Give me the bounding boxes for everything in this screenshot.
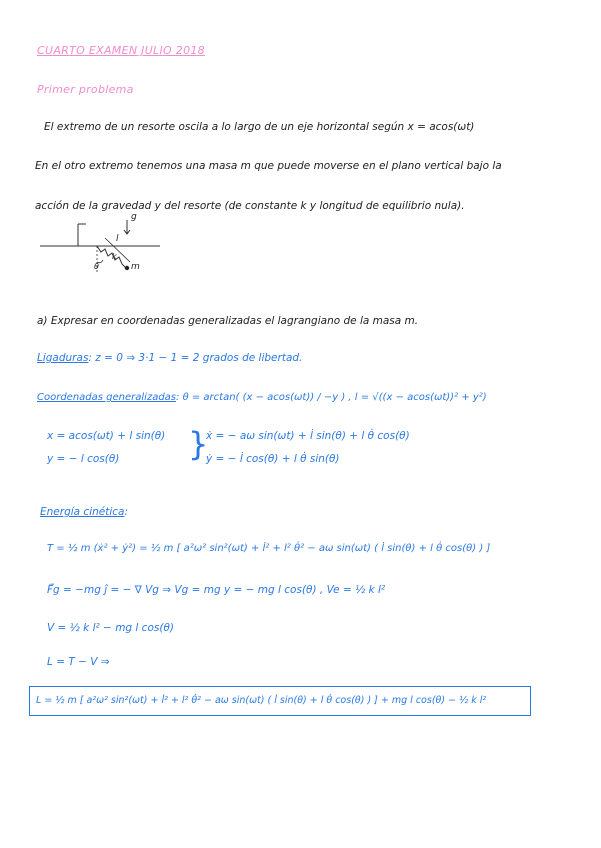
kinetic-energy-row [40,506,128,518]
x-equation: x = acos(ωt) + l sin(θ) [47,430,166,442]
y-equation: y = − l cos(θ) [47,453,120,465]
constraints-row [37,352,302,364]
diagram-label-theta: θ [94,262,99,271]
gravity-force-equation: F⃗g = −mg ĵ = − ∇ Vg ⇒ Vg = mg y = − mg l cos(θ) , Ve = ½ k l² [47,584,386,596]
generalized-coords-label: Coordenadas generalizadas [37,392,177,403]
diagram-label-l: l [116,234,119,244]
kinetic-energy-label: Energía cinética [40,506,125,518]
diagram-label-k: k [112,252,117,261]
xdot-equation: ẋ = − aω sin(ωt) + l̇ sin(θ) + l θ̇ cos(θ) [206,430,410,442]
question-a: a) Expresar en coordenadas generalizadas el lagrangiano de la masa m. [37,315,419,327]
section-title: Primer problema [37,83,134,96]
potential-energy-equation: V = ½ k l² − mg l cos(θ) [47,622,174,634]
kinetic-energy-colon: : [124,506,129,518]
constraints-text: : z = 0 ⇒ 3·1 − 1 = 2 grados de libertad. [88,352,303,364]
generalized-coords-row [37,392,487,403]
generalized-coords-text: : θ = arctan( (x − acos(ωt)) / −y ) , l = √((x − acos(ωt))² + y²) [176,392,487,403]
exam-title: CUARTO EXAMEN JULIO 2018 [37,44,205,57]
constraints-label: Ligaduras [37,352,89,364]
mass-point [125,266,129,270]
lagrangian-definition: L = T − V ⇒ [47,656,110,668]
lagrangian-result-box [29,686,531,716]
diagram-label-m: m [131,262,140,272]
diagram-label-g: g [131,212,137,222]
statement-line-1: El extremo de un resorte oscila a lo largo de un eje horizontal según x = acos(ωt) [44,121,475,133]
kinetic-energy-equation: T = ½ m (ẋ² + ẏ²) = ½ m [ a²ω² sin²(ωt) + l̇² + l² θ̇² − aω sin(ωt) ( l̇ sin(θ) + l θ̇ cos(θ) ) ] [47,543,491,554]
statement-line-2: En el otro extremo tenemos una masa m que puede moverse en el plano vertical bajo la [35,160,502,172]
ydot-equation: ẏ = − l̇ cos(θ) + l θ̇ sin(θ) [206,453,340,465]
lagrangian-result: L = ½ m [ a²ω² sin²(ωt) + l̇² + l² θ̇² − aω sin(ωt) ( l̇ sin(θ) + l θ̇ cos(θ) ) ] + mg l cos(θ) − ½ k l² [36,695,487,706]
statement-line-3: acción de la gravedad y del resorte (de constante k y longitud de equilibrio nula). [35,200,465,212]
system-brace: } [188,425,209,463]
